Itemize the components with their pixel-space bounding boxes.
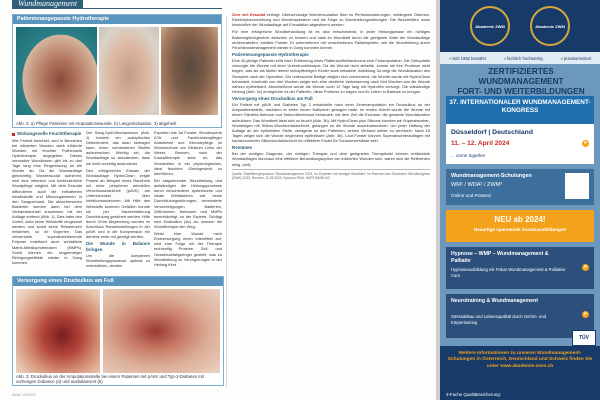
section-marker — [12, 133, 15, 136]
article-column-4 — [232, 12, 430, 182]
photo-4b — [103, 289, 220, 373]
section-header — [12, 0, 83, 8]
congress-banner: 37. INTERNATIONALER WUNDMANAGEMENT-KONGRESS — [446, 96, 594, 124]
paragraph: Für eine erfolgreiche Wundbehandlung ist es also entscheidend, in jeder Heilungsphase ein richtiges Balancegleichgewicht zwischen zu trocken und nass im Wundbett durch die geeignete Wahl der Wundauflage sicherzustellen, erklärte Forster. Er unternehmen mit verschiedenen Fallbeispielen, wie die Wundheilung durch Feuchtwundmanagement wieder in Gang kommen konnte. — [232, 29, 430, 50]
new-title: NEU ab 2024! — [494, 215, 546, 224]
quality-text: 3-Fache Qualitätssicherung: — [446, 391, 501, 397]
paragraph: Zero viel Exsudat verfolgt: Überschüssige Wundexsudation führt zu Perfusionsstörungen, verlängerte Ödemen, Elektrolytverschiebung und Wundmazeration und als Folge zu Wundheilungsstörungen. Die Wundmillieu muss hinsichtlich der Wundauflage auf Exsudation abgestimmt werden. — [232, 12, 430, 28]
qr-code-icon — [565, 173, 589, 199]
seal-logo-right: Akademie ZWM — [530, 6, 570, 46]
photo-3a — [16, 27, 97, 115]
article-column-3 — [154, 130, 222, 269]
info-text[interactable]: Weitere Informationen zu unseren Wundmanagement-Schulungen in Österreich, Deutschland und Schweiz finden Sie unter www.akademie-zwm.ch — [447, 351, 593, 369]
subheading: Patientenangepasste Hydrotherapie — [232, 52, 309, 58]
feature-item: ✔ Seit 1992 bewährt — [449, 56, 486, 61]
hypnose-text: Hypnoseausbildung mit Fokus Wundmanagement & Palliative Care — [451, 267, 566, 278]
photo-3c — [161, 27, 218, 115]
subheading: Versorgung eines Druckulkus am Fuß — [232, 96, 313, 102]
ad-footer — [440, 346, 600, 400]
seal-logo-left: Akademie ZWM — [470, 6, 510, 46]
article-column-1 — [12, 130, 82, 267]
tuv-logo: TÜV — [572, 330, 596, 346]
column-divider — [226, 16, 227, 388]
page-footer: Seite 10/2023 — [12, 393, 36, 397]
congress-card — [446, 124, 594, 164]
courses-mode: Online und Präsenz — [451, 193, 492, 198]
feature-item: ✔ praxisorientiert — [560, 56, 591, 61]
figure-caption: Abb. 3: a) Pflege Patienten mit Amputationswunde. b) Langzeitsituation. 3) abgeheilt — [16, 121, 177, 126]
figure-pressure-ulcer — [12, 276, 224, 386]
feature-item: ✔ fachlich hochwertig — [504, 56, 543, 61]
subheading: Resümee — [232, 145, 253, 151]
new-subtitle: Neuartige spannende Zusatzausbildungen — [473, 227, 567, 232]
paragraph: Bei stagnierender Wundheilung und aufwändigen die Heilungsprozesse durch verschiedene systemische und lokale Wirkfaktoren wie beste Durchblutungsstörungen, verminderte Verunreinigungen, Bakterien, Zelltrümmer, Nekrosen und MMPs beeinträchtigt, so der Experte. Schlägt eine Evaluation (sic) an, wonach die Wundtherapie den Weg. — [154, 178, 222, 229]
figure-hydrotherapy — [12, 14, 222, 128]
courses-card — [446, 169, 594, 205]
sources: Quelle: Satellitensymposium "Wundmanagement 2023. Im Experten mit weniger Bezahlen" im Rahmen des Deutscher Wundkongress (DWK) 2023, Bremen, 11.05.2023, Sponsor PAUL HARTMANN AG — [232, 169, 430, 180]
paragraph: Der Saug-Spül-Mechanismus (Abb. 1) bewirkt ein autolytisches Débridement, das dazu beitragen kann, einen vorhandenen Biofilm aufzubrechen. Wichtig sei, die Wundauflage so abzudecken, dass sie nicht vorzeitig austrocknet. — [86, 130, 150, 166]
figure-title: Patientenangepasste Hydrotherapie — [13, 15, 221, 24]
photo-4a — [16, 289, 100, 373]
ad-features — [440, 52, 600, 64]
subheading: Wirkungsvolle Feuchttherapie — [12, 131, 82, 137]
paragraph: Experten wie Jal Forster, Wundexperte ICW und Fachkrankenpfleger Anästhesie und Intensivpflege im Wundzentrum am Klinikum Links der Weser, Bremen, nach der Kausaltherapie stets an, das Wundmilieu in ein physiologisches, ideal feuchtes Gleichgewicht zu überführen. — [154, 130, 222, 176]
paragraph: Eine 40-jährige Patientin erlitt nach Entfernung eines Plattenepithelkarzinoms eine Fußamputation. Die Orthopädie versorgte die Wunde mit einer Unterdrucktherapie. Da die Wunde nicht abheilte, konnte sie ihre Prothese nicht tragen, was sie als Mutter deiner schulpflichtigen Kinder stark belastete. Abbildung 3a zeigt die Wundsituation des Stumpfes nach der Operation. Die untersuchte Beläge zeigten sich zunehmend, die Wunde wurde mit HydroClean behandelt. Innerhalb von drei Wochen zeigte sich eine deutliche Verbesserung nach fünf Wochen war die Wunde nahezu epithelisiert. Abschließend wurde die Wunde noch 12 Tage lang mit Hydrofilm versorgt. Die vollständige Heilung (Abb. 3c) ermöglichte es der Patientin, diese Prothese zu tragen und ihr Leben in Balance zu bringen. — [232, 58, 430, 94]
paragraph: Ein Patient mit pAVK und Diabetes Typ 2 entwickelte nach einer Zehenamputation ein Druckulkus an der Amputationsstelle, nachdem er einen neuen Kaltschuh getragen hatte. Im ersten Schritt wurde die Wunde mit einem Stirnfeld-Nekrose und Sekundärverband behandelt, mit dem Ziel die Eschase, die gesamte Wundsituation aufzulösen. Das Wundbett lässt sich zu feucht (Abb. 3b). Mit HydroClean plus Silicone konnten wir Superabsorber-Wundfolgen mit Silikon-Wundkontaktschicht, gelangen es die Wunde auszubalancieren. Um jeder Haftung der Auflage an der epithelialen Stelle, verlagerte es den Patienten, seinen Verband selber zu wechseln. Nach 18 Tagen zeigte sich die Wunde beginnend epithelisiert (Abb. 3b). Laut Forster können Superabsorberauflagen mit hautschonender Silikonkontaktschicht ein effektiver Ersatz für Schaumverbände sein. — [232, 102, 430, 143]
neuro-text: Stressabbau und Lebensqualität durch Gehirn- und Körpertraining — [451, 314, 546, 325]
congress-place: Düsseldorf | Deutschland — [451, 129, 533, 136]
congress-note: ... come together — [451, 153, 486, 158]
photo-3b — [99, 27, 159, 115]
paragraph: Weist eine Wunde nach Erstversorgung einen Intereffekt auf, wird eine Folge mit der Therapie rechtzeitig Proteine, Zell- und Gewebeabfallgeringer gestellt, was zu Wundheilung zu Verzögerungen in der Heilung führt. — [154, 231, 222, 267]
courses-title: Wundmanagement-Schulungen — [451, 173, 532, 179]
paragraph: Bei der richtigen Diagnose, der richtigen Therapie und dem geeigneten Therapieziel können entkleidete Wundauflagen durchaus eine effektive Behandlungsoption von infizierten Wunden sein, waren sich die Referenten einig. (red) — [232, 151, 430, 167]
new-banner — [446, 210, 594, 242]
figure-title: Versorgung eines Druckulkus am Fuß — [13, 277, 223, 286]
arrow-right-icon[interactable]: ➤ — [583, 140, 588, 146]
hypnose-card — [446, 247, 594, 289]
paragraph: Wie Protest berichtet, wird in Bereichen bei infizierten Wunden stark infizierte Wunden mit feuchter Polihexanid Hydrotherapie angegeben. Dieses innovative Wundkissen gibt bis zu drei Tage lang eine Ringerlösung an die Wunde ab. Da die Wundauflage gleichzeitig Wundexsudat aufnimmt, wird eine intensive und kontinuierliche Wundpflege möglich. Mit dem Exsudat diffundieren auch die enthaltenen Inhaltsstoffe und Mikroorganismen in den Saugverband. Die abvorhersehen Bakterien werden dann bei dem Verbandwechsel zusammen mit der Auflage entfernt (Abb. 1). Dies habe den Vorteil, dass keine Wirkstoffe eingesetzt werden und somit keine Resistenzen entstehen, so de Experten. Das verwendete superabsorbierende Polymer inaktiviert auch schädliche Matrix-Metalloproteinasen (MMPs). Somit können ein singuenstiger Reinigungseffekte wieder in Gang kommen. — [12, 137, 82, 265]
advertisement-akademie-zwm — [440, 0, 600, 400]
ad-headline: ZERTIFIZIERTES WUNDMANAGEMENT FORT- UND WEITERBILDUNGEN — [457, 67, 585, 96]
subheading: Die Wunde in Balance bringen — [86, 241, 150, 252]
lead-highlight: Zero viel Exsudat — [232, 12, 266, 17]
congress-date: 11. – 12. April 2024 — [451, 140, 510, 147]
figure-caption: Abb. 3: Druckulkus an der Amputationsstelle bei einem Patienten mit pAVK und Typ-2-Diabetes mit vorherigen Dobance (a) und ausbalanciert (b) — [16, 374, 204, 384]
section-label: Wundmanagement — [12, 0, 83, 8]
paragraph: Den erfolgreichen Einsatz der Wundauflage HydroClean zeigte Protest an Beispiel eines Rauchers mit einer peripheren arteriellen Verschlusskrankheit (pAVK) am Unterschenkel über Infektionsanzeichen. Mit Hilfe des Wirkstoffs kommen Gefäßen konnte sie per Hautverstärkung Durchblutung gesichert werden. Hilfe durch Ohne Abgrenzung wurden im Anschluss Randeinstellungen in der pAVK und in die Kompression ein demenz erste mit gezeigt werden. — [86, 167, 150, 240]
arrow-right-icon[interactable]: ➤ — [583, 311, 588, 317]
arrow-right-icon[interactable]: ➤ — [583, 264, 588, 270]
paragraph: Um die komplexen Wundheilungsprozesse optimal zu unterstützen, steuten — [86, 253, 150, 269]
ad-header — [440, 0, 600, 52]
header-rule — [12, 8, 222, 9]
courses-list: WM¹ / WDA² / ZWM³ — [451, 182, 503, 188]
neuro-title: Neurotraining & Wundmanagement — [451, 298, 538, 304]
article-column-2 — [86, 130, 150, 271]
hypnose-title: Hypnose – WMP – Wundmanagement & Palliativ — [451, 251, 549, 264]
